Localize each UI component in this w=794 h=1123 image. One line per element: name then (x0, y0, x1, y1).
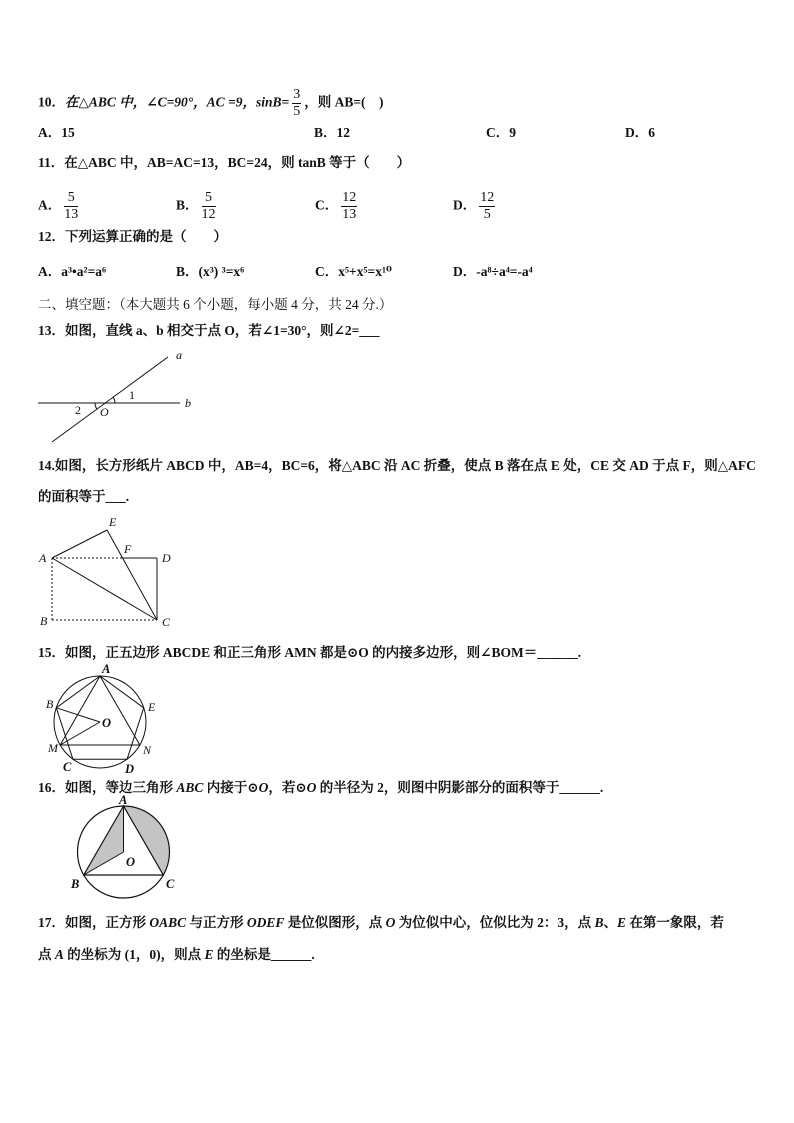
fraction (292, 87, 301, 120)
label-b: B (71, 877, 80, 891)
stem-symbol: O (258, 780, 269, 795)
option-b (176, 190, 219, 222)
option-b: B．(x³) ³=x⁶ (176, 264, 245, 279)
label-d: D (125, 762, 135, 776)
label-n: N (143, 743, 152, 757)
label-o: O (100, 405, 109, 419)
figure-13 (30, 345, 205, 449)
label-f: F (124, 542, 132, 556)
label-o: O (126, 855, 136, 869)
stem-text: 的坐标是______. (213, 947, 315, 962)
label-angle-2: 2 (75, 403, 81, 417)
fraction-denominator: 12 (201, 207, 216, 222)
question-10 (38, 87, 384, 119)
stem-text: 为位似中心，位似比为 2：3，点 (395, 915, 595, 930)
radius-om (60, 722, 100, 745)
stem-symbol: OABC (149, 915, 187, 930)
label-b: B (46, 697, 54, 711)
question-11: 11．在△ABC 中，AB=AC=13，BC=24，则 tanB 等于（ ） (38, 155, 411, 170)
label-c: C (166, 877, 175, 891)
angle-2-arc (95, 403, 97, 409)
label-c: C (162, 615, 171, 629)
segment-ae (52, 530, 107, 558)
option-c (315, 190, 360, 222)
question-14-line-2: 的面积等于___. (38, 489, 130, 504)
label-e: E (148, 700, 156, 714)
question-12: 12．下列运算正确的是（ ） (38, 229, 227, 244)
option-c: C．x⁵+x⁵=x¹⁰ (315, 264, 392, 279)
fraction-numerator: 12 (480, 190, 495, 205)
label-c: C (63, 760, 72, 774)
figure-14 (36, 513, 176, 629)
label-m: M (48, 741, 58, 755)
stem-symbol: ABC (176, 780, 204, 795)
segment-ec (107, 530, 157, 620)
stem-symbol: O (306, 780, 317, 795)
label-a: A (102, 662, 111, 676)
stem-text: 在第一象限，若 (626, 915, 724, 930)
question-17-line-1 (38, 913, 724, 933)
option-label: C． (315, 197, 339, 213)
fraction-numerator: 12 (342, 190, 357, 205)
stem-text: 17．如图，正方形 (38, 915, 150, 930)
figure-15 (40, 661, 165, 777)
option-label: B． (176, 197, 199, 213)
stem-text: 的坐标为 (1，0)，则点 (63, 947, 205, 962)
question-number: 10． (38, 94, 65, 110)
question-17-line-2 (38, 945, 315, 965)
triangle-amn (60, 676, 140, 745)
fraction (64, 190, 78, 223)
stem-text: 是位似图形，点 (284, 915, 386, 930)
stem-text: 、 (603, 915, 618, 930)
radius-ob (56, 708, 100, 722)
stem-text: 与正方形 (186, 915, 247, 930)
pentagon-abcde (56, 676, 143, 759)
stem-symbol: A (54, 947, 64, 962)
angle-1-arc (113, 397, 115, 403)
segment-ac (52, 558, 157, 620)
option-d: D．6 (625, 125, 655, 140)
fraction-denominator: 13 (342, 207, 357, 222)
line-a (52, 357, 168, 442)
stem-text: 内接于⊙ (203, 780, 259, 795)
question-13: 13．如图，直线 a、b 相交于点 O，若∠1=30°，则∠2=___ (38, 323, 380, 338)
option-d: D．-a⁸÷a⁴=-a⁴ (453, 264, 533, 279)
fraction-numerator: 5 (202, 190, 216, 207)
label-o: O (102, 716, 112, 730)
stem-symbol: B (594, 915, 604, 930)
fraction (341, 190, 357, 223)
question-14-line-1: 14.如图，长方形纸片 ABCD 中，AB=4，BC=6，将△ABC 沿 AC 折叠，使点 B 落在点 E 处，CE 交 AD 于点 F，则△AFC (38, 458, 756, 473)
label-b: B (40, 614, 48, 628)
label-a: A (39, 551, 47, 565)
option-b: B．12 (314, 125, 351, 140)
fraction-numerator: 3 (293, 87, 301, 102)
option-a: A．15 (38, 125, 75, 140)
stem-text: 的半径为 2，则图中阴影部分的面积等于______. (316, 780, 604, 795)
label-a: a (176, 348, 182, 362)
fraction-numerator: 5 (64, 190, 78, 207)
fraction-denominator: 13 (64, 207, 79, 222)
option-label: D． (453, 197, 477, 213)
stem-text: 点 (38, 947, 55, 962)
option-label: A． (38, 197, 62, 213)
option-c: C．9 (486, 125, 516, 140)
fraction-denominator: 5 (293, 104, 301, 119)
question-15: 15．如图，正五边形 ABCDE 和正三角形 AMN 都是⊙O 的内接多边形，则∠BOM＝______. (38, 645, 582, 660)
fraction (202, 190, 216, 223)
figure-16 (68, 794, 180, 902)
label-angle-1: 1 (129, 388, 135, 402)
option-a: A．a³•a²=a⁶ (38, 264, 107, 279)
section-title: 二、填空题：（本大题共 6 个小题，每小题 4 分，共 24 分.） (38, 297, 393, 312)
label-b: b (185, 396, 191, 410)
stem-text: 16．如图，等边三角形 (38, 780, 177, 795)
stem-text: ，若⊙ (268, 780, 307, 795)
label-e: E (109, 515, 117, 529)
stem-symbol: E (617, 915, 627, 930)
question-stem-tail: ，则 AB=( ) (304, 94, 384, 110)
label-a: A (119, 793, 128, 807)
stem-symbol: O (385, 915, 396, 930)
option-d (453, 190, 498, 222)
question-stem: 在△ABC 中，∠C=90°，AC =9，sinB= (65, 94, 290, 110)
stem-symbol: E (204, 947, 214, 962)
fraction (479, 190, 495, 223)
option-a (38, 190, 81, 222)
label-d: D (162, 551, 171, 565)
fraction-denominator: 5 (483, 207, 491, 222)
stem-symbol: ODEF (246, 915, 285, 930)
